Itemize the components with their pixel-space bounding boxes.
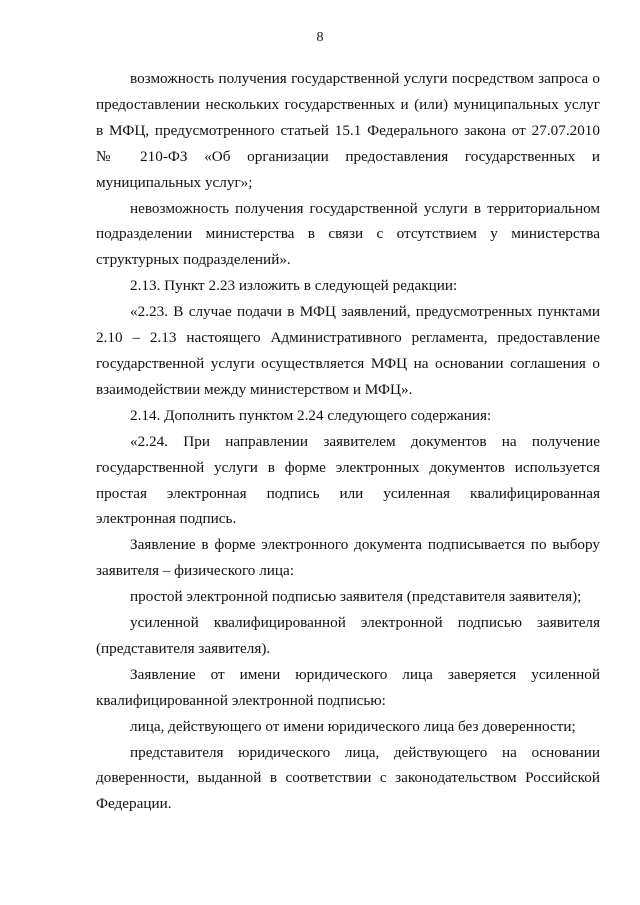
paragraph-clause-2-24: «2.24. При направлении заявителем документов на получение государственной услуги в форме электронных документов используется простая электронная подпись или усиленная квалифицированная электронная подпись. — [96, 432, 600, 528]
paragraph-with-power-of-attorney: представителя юридического лица, действующего на основании доверенности, выданной в соответствии с законодательством Российской Федерации. — [96, 743, 600, 813]
document-body — [96, 66, 600, 817]
paragraph-individual-signature: Заявление в форме электронного документа подписывается по выбору заявителя – физического лица: — [96, 536, 600, 580]
paragraph-legal-entity-signature: Заявление от имени юридического лица заверяется усиленной квалифицированной электронной подписью: — [96, 665, 600, 709]
paragraph-clause-2-14: 2.14. Дополнить пунктом 2.24 следующего содержания: — [130, 406, 492, 424]
paragraph-without-power-of-attorney: лица, действующего от имени юридического лица без доверенности; — [130, 717, 576, 735]
paragraph-qualified-signature: усиленной квалифицированной электронной подписью заявителя (представителя заявителя). — [96, 614, 600, 657]
paragraph-territorial-impossibility: невозможность получения государственной услуги в территориальном подразделении министерства в связи с отсутствием у министерства структурных подразделений». — [96, 199, 600, 269]
paragraph-mfc-request-possibility: возможность получения государственной услуги посредством запроса о предоставлении нескольких государственных и (или) муниципальных услуг в МФЦ, предусмотренного статьей 15.1 Федерального закона от 27.07.2010 № 210-ФЗ «Об организации предоставления государственных и муниципальных услуг»; — [96, 70, 600, 191]
paragraph-clause-2-13: 2.13. Пункт 2.23 изложить в следующей редакции: — [130, 277, 458, 295]
page-number: 8 — [316, 30, 324, 45]
paragraph-simple-signature: простой электронной подписью заявителя (представителя заявителя); — [130, 588, 582, 606]
paragraph-clause-2-23: «2.23. В случае подачи в МФЦ заявлений, предусмотренных пунктами 2.10 – 2.13 настоящего Административного регламента, предоставление государственной услуги осуществляется МФЦ на основании соглашения о взаимодействии между министерством и МФЦ». — [96, 303, 600, 398]
